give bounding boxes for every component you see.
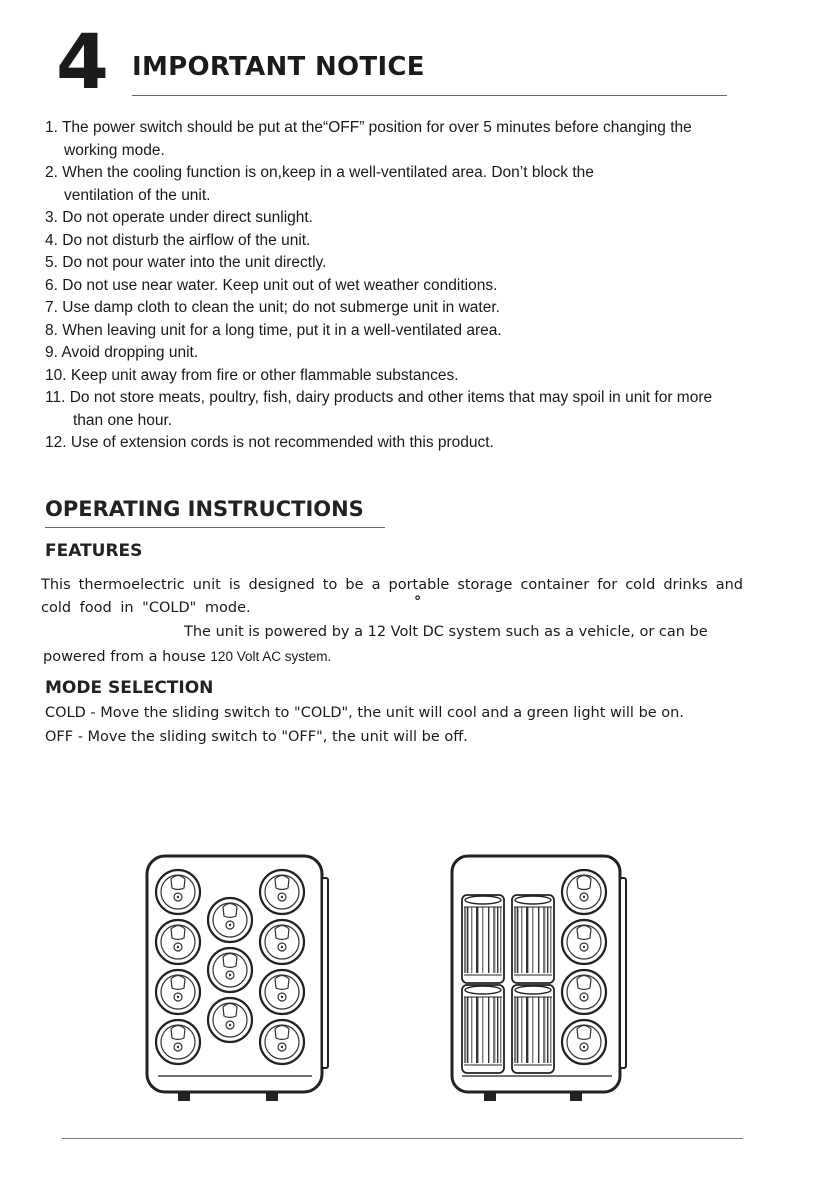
item-text: Do not pour water into the unit directly.	[62, 254, 327, 271]
can-top-icon	[562, 970, 606, 1014]
notice-item	[45, 342, 785, 365]
can-top-icon	[156, 970, 200, 1014]
fridge-illustration-left	[140, 850, 340, 1105]
features-line-1: This thermoelectric unit is designed to be a portable storage container for cold drinks and	[41, 577, 743, 593]
notice-item	[45, 432, 785, 455]
item-number: 5.	[45, 254, 58, 271]
can-top-icon	[562, 920, 606, 964]
features-line-4	[43, 645, 331, 669]
can-top-icon	[260, 1020, 304, 1064]
page-title: IMPORTANT NOTICE	[132, 52, 425, 82]
item-number: 11.	[45, 389, 66, 406]
fridge-illustration-right	[446, 850, 646, 1105]
upright-can	[512, 985, 554, 1073]
item-text-cont: than one hour.	[73, 411, 173, 429]
operating-instructions-title: OPERATING INSTRUCTIONS	[45, 497, 364, 521]
item-text: Do not operate under direct sunlight.	[62, 209, 313, 226]
item-number: 10.	[45, 366, 67, 384]
item-number: 6.	[45, 276, 58, 294]
item-text: When leaving unit for a long time, put it in a well-ventilated area.	[62, 321, 502, 339]
notice-item	[45, 275, 785, 298]
upright-can	[462, 895, 504, 983]
item-text: Use of extension cords is not recommended with this product.	[70, 434, 494, 451]
item-text: Use damp cloth to clean the unit; do not submerge unit in water.	[62, 299, 500, 316]
item-text: Do not disturb the airflow of the unit.	[62, 231, 311, 249]
notice-item	[45, 387, 785, 432]
item-text: Avoid dropping unit.	[61, 344, 199, 361]
features-line-4a: powered from a house	[43, 649, 211, 665]
upright-can	[462, 985, 504, 1073]
notice-list	[45, 117, 785, 455]
can-top-icon	[156, 1020, 200, 1064]
notice-item	[45, 365, 785, 388]
item-text-cont: ventilation of the unit.	[64, 186, 211, 204]
item-text-cont: working mode.	[64, 141, 165, 159]
features-title: FEATURES	[45, 541, 143, 561]
can-top-icon	[208, 898, 252, 942]
can-top-icon	[562, 1020, 606, 1064]
features-line-4b: 120 Volt AC system.	[210, 649, 332, 664]
notice-item	[45, 320, 785, 343]
item-number: 2.	[45, 164, 58, 181]
notice-item	[45, 252, 785, 275]
item-number: 7.	[45, 299, 58, 316]
section-divider	[45, 527, 385, 528]
can-top-icon	[562, 870, 606, 914]
mode-off-text: OFF - Move the sliding switch to "OFF", the unit will be off.	[45, 729, 468, 745]
upright-can	[512, 895, 554, 983]
notice-item	[45, 230, 785, 253]
mode-selection-title: MODE SELECTION	[45, 678, 214, 698]
item-text: When the cooling function is on,keep in a well-ventilated area. Don’t block the	[62, 164, 594, 181]
item-number: 1.	[45, 119, 58, 136]
item-text: Do not store meats, poultry, fish, dairy products and other items that may spoil in unit for more	[69, 389, 713, 406]
item-number: 8.	[45, 321, 58, 339]
mode-cold-text: COLD - Move the sliding switch to "COLD", the unit will cool and a green light will be on.	[45, 705, 684, 721]
item-number: 4.	[45, 231, 58, 249]
footer-divider	[62, 1138, 743, 1139]
item-number: 12.	[45, 434, 67, 451]
notice-item	[45, 297, 785, 320]
can-top-icon	[156, 870, 200, 914]
item-text: Do not use near water. Keep unit out of wet weather conditions.	[62, 276, 498, 294]
chapter-number: 4	[56, 17, 107, 106]
item-number: 3.	[45, 209, 58, 226]
title-divider	[132, 95, 727, 96]
can-top-icon	[260, 920, 304, 964]
item-text: Keep unit away from fire or other flammable substances.	[70, 366, 459, 384]
notice-item	[45, 207, 785, 230]
notice-item	[45, 117, 785, 162]
degree-mark: °	[414, 594, 422, 610]
item-text: The power switch should be put at the“OFF” position for over 5 minutes before changing the	[61, 119, 692, 136]
can-top-icon	[208, 948, 252, 992]
notice-item	[45, 162, 785, 207]
can-top-icon	[260, 970, 304, 1014]
can-top-icon	[208, 998, 252, 1042]
can-top-icon	[156, 920, 200, 964]
item-number: 9.	[45, 344, 58, 361]
features-line-2: cold food in "COLD" mode.	[41, 600, 251, 616]
can-top-icon	[260, 870, 304, 914]
features-line-3: The unit is powered by a 12 Volt DC system such as a vehicle, or can be	[184, 624, 708, 640]
